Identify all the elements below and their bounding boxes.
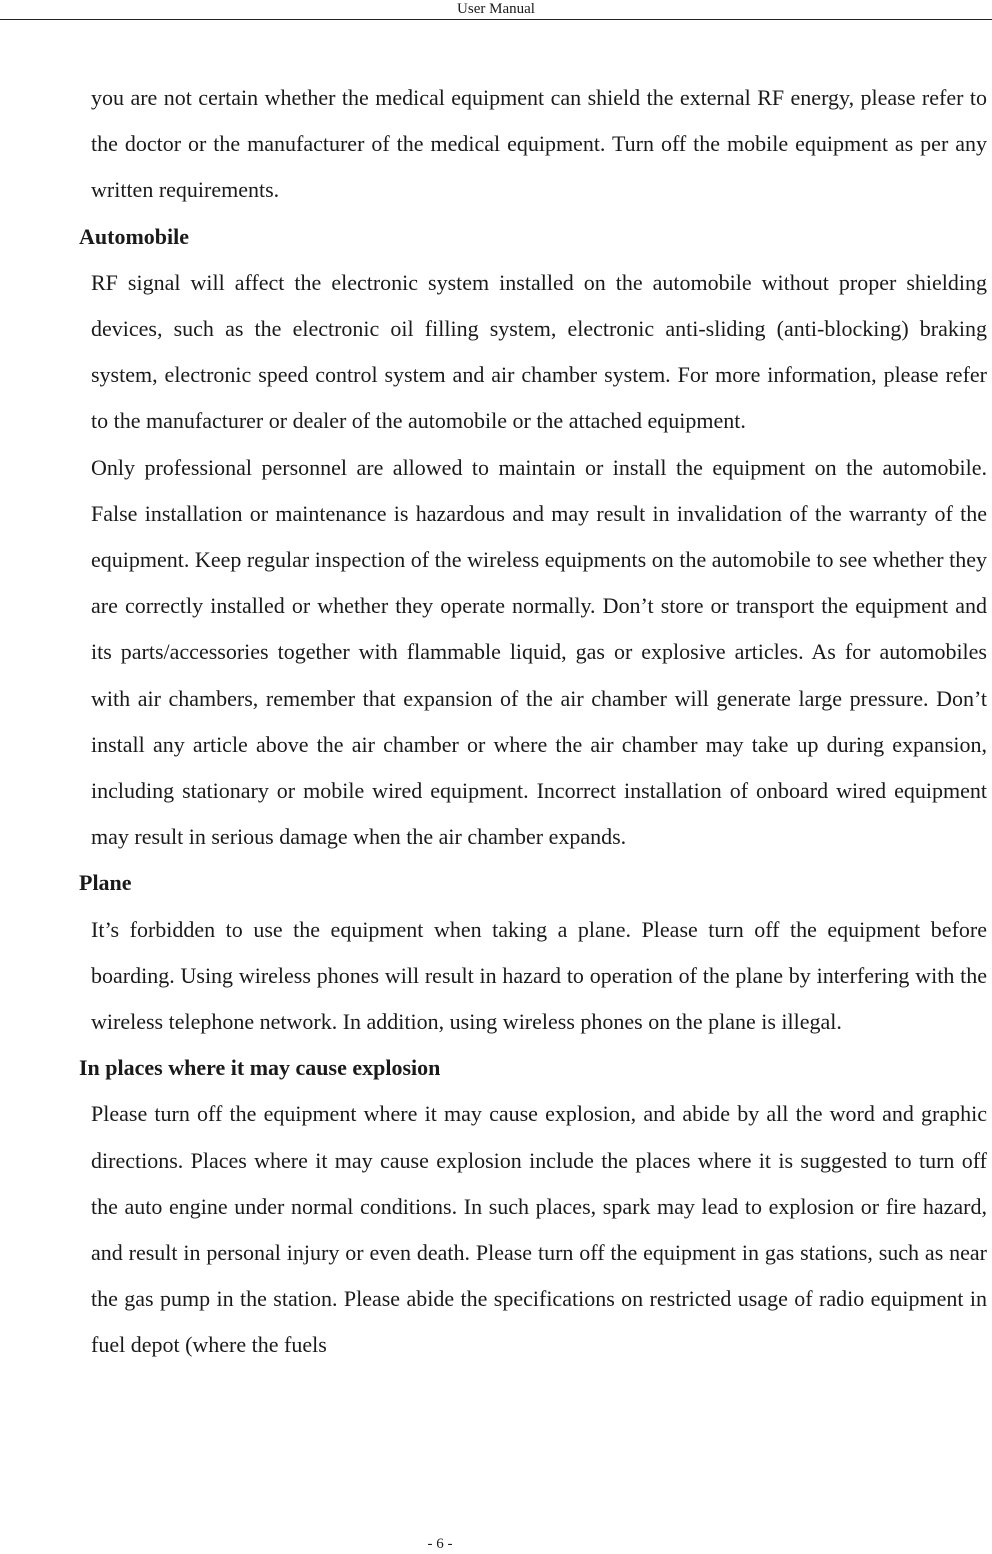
explosion-paragraph: Please turn off the equipment where it may cause explosion, and abide by all the word and graphic directions. Places where it may cause explosion include the places where it is suggested to turn off the auto engine under normal conditions. In such places, spark may lead to explosion or fire hazard, and result in personal injury or even death. Please turn off the equipment in gas stations, such as near the gas pump in the station. Please abide the specifications on restricted usage of radio equipment in fuel depot (where the fuels (91, 1101, 987, 1358)
section-heading-explosion: In places where it may cause explosion (79, 1055, 441, 1081)
automobile-paragraph-2: Only professional personnel are allowed to maintain or install the equipment on the automobile. False installation or maintenance is hazardous and may result in invalidation of the warranty of the equipment. Keep regular inspection of the wireless equipments on the automobile to see whether they are correctly installed or whether they operate normally. Don’t store or transport the equipment and its parts/accessories together with flammable liquid, gas or explosive articles. As for automobiles with air chambers, remember that expansion of the air chamber will generate large pressure. Don’t install any article above the air chamber or where the air chamber may take up during expansion, including stationary or mobile wired equipment. Incorrect installation of onboard wired equipment may result in serious damage when the air chamber expands. (91, 454, 987, 850)
plane-paragraph: It’s forbidden to use the equipment when taking a plane. Please turn off the equipment before boarding. Using wireless phones will result in hazard to operation of the plane by interfering with the wireless telephone network. In addition, using wireless phones on the plane is illegal. (91, 916, 987, 1035)
page-body (0, 75, 992, 1369)
automobile-paragraph-1: RF signal will affect the electronic system installed on the automobile without proper shielding devices, such as the electronic oil filling system, electronic anti-sliding (anti-blocking) braking system, electronic speed control system and air chamber system. For more information, please refer to the manufacturer or dealer of the automobile or the attached equipment. (91, 269, 987, 434)
medical-paragraph-continued: you are not certain whether the medical equipment can shield the external RF energy, please refer to the doctor or the manufacturer of the medical equipment. Turn off the mobile equipment as per any written requirements. (91, 85, 987, 203)
section-heading-automobile: Automobile (79, 223, 189, 249)
section-heading-plane: Plane (79, 870, 132, 896)
running-header: User Manual (457, 1, 535, 17)
header-rule (0, 19, 992, 20)
page-number: - 6 - (427, 1536, 453, 1552)
